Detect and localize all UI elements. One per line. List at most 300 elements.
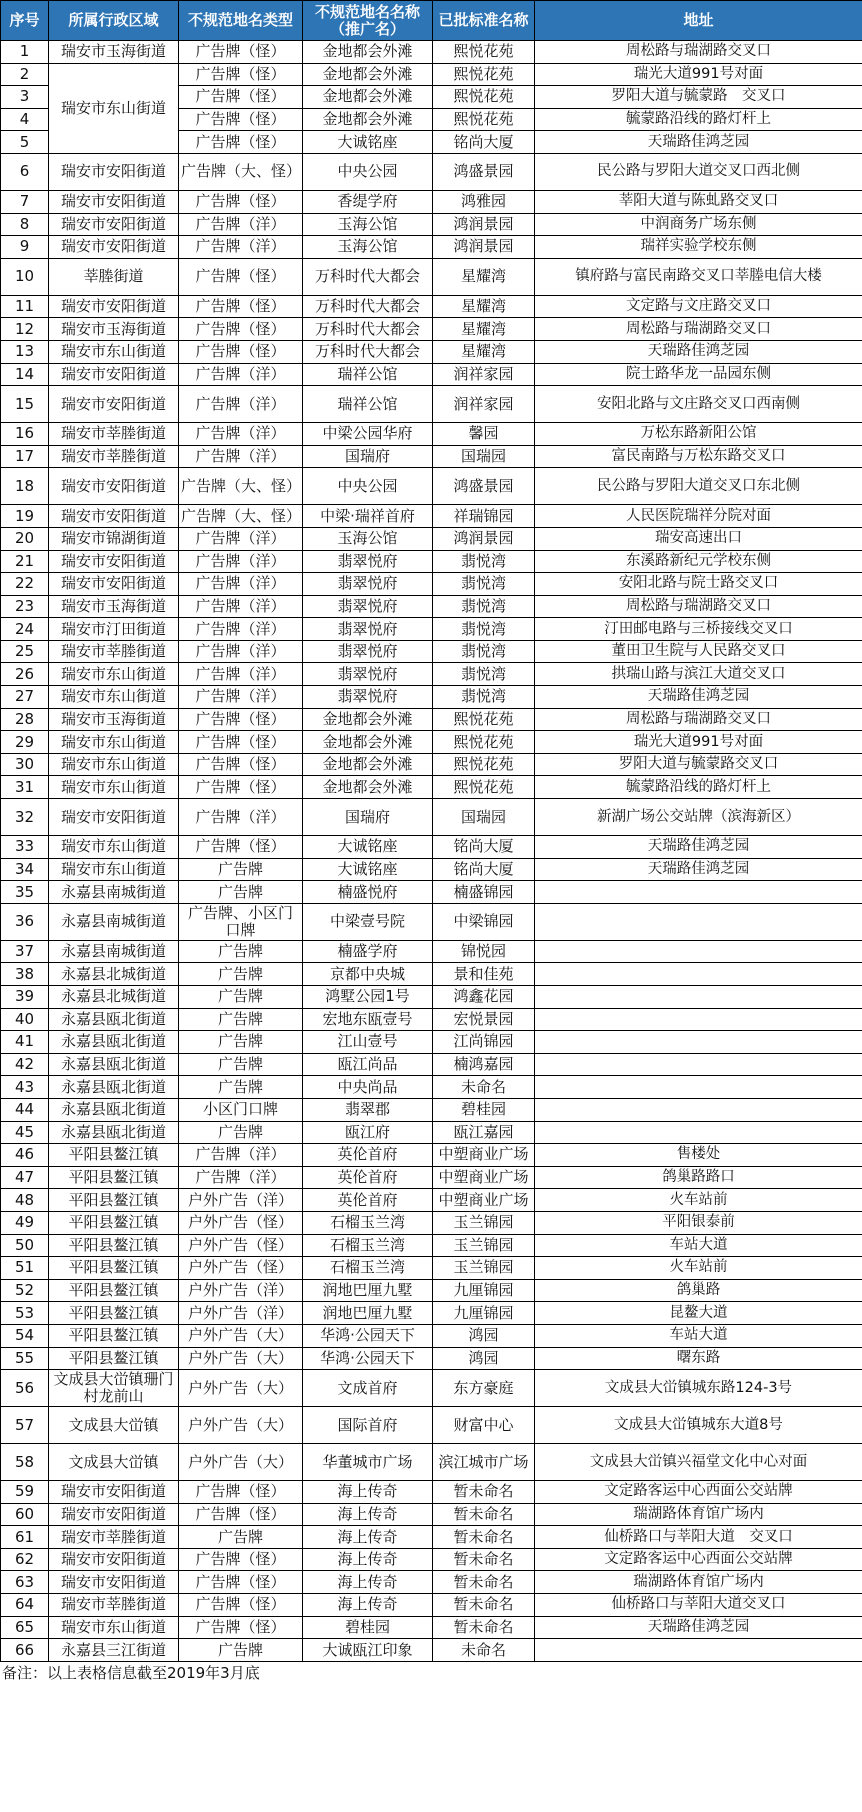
cell-address: 瑞光大道991号对面	[535, 731, 862, 754]
cell-region: 平阳县鳌江镇	[49, 1234, 179, 1257]
cell-type: 广告牌（怪）	[179, 1503, 303, 1526]
cell-no: 38	[1, 963, 49, 986]
table-row	[1, 903, 862, 940]
cell-address: 车站大道	[535, 1324, 862, 1347]
cell-address: 天瑞路佳鸿芝园	[535, 131, 862, 154]
cell-type: 小区门口牌	[179, 1098, 303, 1121]
cell-region: 瑞安市安阳街道	[49, 573, 179, 596]
cell-standard-name: 财富中心	[433, 1407, 535, 1444]
cell-name: 玉海公馆	[303, 213, 433, 236]
cell-no: 41	[1, 1031, 49, 1054]
table-row	[1, 1503, 862, 1526]
cell-region: 莘塍街道	[49, 258, 179, 295]
cell-region: 永嘉县瓯北街道	[49, 1053, 179, 1076]
table-row	[1, 236, 862, 259]
header-standard-name: 已批标准名称	[433, 1, 535, 41]
cell-standard-name: 九厘锦园	[433, 1302, 535, 1325]
header-no: 序号	[1, 1, 49, 41]
cell-name: 海上传奇	[303, 1548, 433, 1571]
cell-no: 33	[1, 836, 49, 859]
cell-address: 天瑞路佳鸿芝园	[535, 1616, 862, 1639]
cell-name: 海上传奇	[303, 1526, 433, 1549]
table-row	[1, 1324, 862, 1347]
cell-no: 37	[1, 940, 49, 963]
cell-no: 22	[1, 573, 49, 596]
table-row	[1, 1121, 862, 1144]
table-row	[1, 618, 862, 641]
cell-standard-name: 铭尚大厦	[433, 836, 535, 859]
cell-address: 人民医院瑞祥分院对面	[535, 505, 862, 528]
table-row	[1, 858, 862, 881]
cell-no: 23	[1, 595, 49, 618]
cell-no: 39	[1, 986, 49, 1009]
cell-region: 永嘉县北城街道	[49, 963, 179, 986]
cell-standard-name: 鸿园	[433, 1324, 535, 1347]
cell-no: 8	[1, 213, 49, 236]
cell-type: 户外广告（洋）	[179, 1302, 303, 1325]
table-row	[1, 1076, 862, 1099]
header-name: 不规范地名名称（推广名）	[303, 1, 433, 41]
cell-type: 广告牌（洋）	[179, 799, 303, 836]
cell-name: 华鸿·公园天下	[303, 1347, 433, 1370]
cell-standard-name: 熙悦花苑	[433, 753, 535, 776]
cell-region: 瑞安市东山街道	[49, 63, 179, 153]
cell-no: 51	[1, 1257, 49, 1280]
cell-region: 瑞安市安阳街道	[49, 386, 179, 423]
table-row	[1, 258, 862, 295]
cell-address: 新湖广场公交站牌（滨海新区）	[535, 799, 862, 836]
cell-type: 广告牌（怪）	[179, 41, 303, 64]
cell-type: 广告牌（怪）	[179, 190, 303, 213]
cell-no: 10	[1, 258, 49, 295]
cell-address: 瑞安高速出口	[535, 527, 862, 550]
cell-name: 金地都会外滩	[303, 41, 433, 64]
cell-address: 鸽巢路路口	[535, 1166, 862, 1189]
cell-no: 31	[1, 776, 49, 799]
cell-standard-name: 润祥家园	[433, 386, 535, 423]
table-row	[1, 1189, 862, 1212]
cell-address: 瑞光大道991号对面	[535, 63, 862, 86]
cell-no: 4	[1, 108, 49, 131]
cell-no: 5	[1, 131, 49, 154]
table-row	[1, 776, 862, 799]
cell-standard-name: 江尚锦园	[433, 1031, 535, 1054]
table-row	[1, 1481, 862, 1504]
cell-name: 大诚铭座	[303, 131, 433, 154]
cell-standard-name: 鸿盛景园	[433, 468, 535, 505]
cell-standard-name: 馨园	[433, 423, 535, 446]
table-row	[1, 1053, 862, 1076]
cell-region: 瑞安市锦湖街道	[49, 527, 179, 550]
cell-standard-name: 中塑商业广场	[433, 1144, 535, 1167]
cell-type: 户外广告（大）	[179, 1324, 303, 1347]
cell-type: 户外广告（怪）	[179, 1234, 303, 1257]
cell-type: 户外广告（洋）	[179, 1189, 303, 1212]
cell-type: 户外广告（大）	[179, 1444, 303, 1481]
cell-type: 广告牌（洋）	[179, 386, 303, 423]
cell-address: 安阳北路与文庄路交叉口西南侧	[535, 386, 862, 423]
cell-address: 天瑞路佳鸿芝园	[535, 836, 862, 859]
cell-no: 36	[1, 903, 49, 940]
cell-no: 2	[1, 63, 49, 86]
cell-name: 碧桂园	[303, 1616, 433, 1639]
table-row	[1, 663, 862, 686]
cell-standard-name: 中塑商业广场	[433, 1189, 535, 1212]
cell-address: 安阳北路与院士路交叉口	[535, 573, 862, 596]
cell-no: 66	[1, 1639, 49, 1662]
cell-type: 广告牌（洋）	[179, 1166, 303, 1189]
cell-standard-name: 翡悦湾	[433, 686, 535, 709]
cell-name: 京都中央城	[303, 963, 433, 986]
cell-name: 文成首府	[303, 1370, 433, 1407]
table-row	[1, 386, 862, 423]
cell-standard-name: 暂未命名	[433, 1503, 535, 1526]
cell-name: 金地都会外滩	[303, 63, 433, 86]
cell-type: 广告牌（怪）	[179, 1594, 303, 1617]
cell-no: 18	[1, 468, 49, 505]
table-row	[1, 423, 862, 446]
cell-name: 华鸿·公园天下	[303, 1324, 433, 1347]
table-row	[1, 799, 862, 836]
cell-standard-name: 熙悦花苑	[433, 63, 535, 86]
cell-name: 中央公园	[303, 468, 433, 505]
cell-standard-name: 国瑞园	[433, 799, 535, 836]
table-row	[1, 1639, 862, 1662]
cell-standard-name: 暂未命名	[433, 1594, 535, 1617]
cell-address: 文成县大峃镇城东大道8号	[535, 1407, 862, 1444]
cell-region: 永嘉县瓯北街道	[49, 1076, 179, 1099]
table-row	[1, 505, 862, 528]
table-row	[1, 1571, 862, 1594]
cell-region: 瑞安市东山街道	[49, 836, 179, 859]
cell-standard-name: 星耀湾	[433, 340, 535, 363]
cell-no: 57	[1, 1407, 49, 1444]
cell-no: 11	[1, 295, 49, 318]
cell-name: 翡翠悦府	[303, 550, 433, 573]
cell-region: 平阳县鳌江镇	[49, 1302, 179, 1325]
table-row	[1, 63, 862, 86]
cell-name: 石榴玉兰湾	[303, 1211, 433, 1234]
cell-region: 瑞安市安阳街道	[49, 550, 179, 573]
cell-address: 文成县大峃镇兴福堂文化中心对面	[535, 1444, 862, 1481]
cell-type: 广告牌（洋）	[179, 213, 303, 236]
cell-address: 文定路客运中心西面公交站牌	[535, 1548, 862, 1571]
cell-name: 瑞祥公馆	[303, 363, 433, 386]
cell-region: 永嘉县三江街道	[49, 1639, 179, 1662]
cell-name: 香缇学府	[303, 190, 433, 213]
cell-standard-name: 鸿润景园	[433, 213, 535, 236]
cell-standard-name: 楠鸿嘉园	[433, 1053, 535, 1076]
table-row	[1, 1347, 862, 1370]
cell-region: 瑞安市东山街道	[49, 776, 179, 799]
table-row	[1, 1548, 862, 1571]
cell-name: 玉海公馆	[303, 236, 433, 259]
cell-region: 瑞安市玉海街道	[49, 41, 179, 64]
cell-type: 户外广告（洋）	[179, 1279, 303, 1302]
cell-standard-name: 玉兰锦园	[433, 1211, 535, 1234]
cell-standard-name: 瓯江嘉园	[433, 1121, 535, 1144]
cell-standard-name: 暂未命名	[433, 1526, 535, 1549]
cell-type: 广告牌	[179, 1008, 303, 1031]
cell-no: 25	[1, 640, 49, 663]
cell-no: 21	[1, 550, 49, 573]
cell-type: 广告牌（洋）	[179, 423, 303, 446]
cell-name: 瓯江尚品	[303, 1053, 433, 1076]
cell-no: 61	[1, 1526, 49, 1549]
cell-no: 20	[1, 527, 49, 550]
table-row	[1, 1166, 862, 1189]
table-row	[1, 940, 862, 963]
cell-standard-name: 熙悦花苑	[433, 41, 535, 64]
table-row	[1, 1407, 862, 1444]
cell-type: 广告牌	[179, 881, 303, 904]
table-row	[1, 708, 862, 731]
cell-no: 13	[1, 340, 49, 363]
cell-region: 瑞安市东山街道	[49, 731, 179, 754]
cell-name: 国瑞府	[303, 445, 433, 468]
cell-standard-name: 暂未命名	[433, 1481, 535, 1504]
cell-standard-name: 宏悦景园	[433, 1008, 535, 1031]
cell-no: 50	[1, 1234, 49, 1257]
cell-standard-name: 中塑商业广场	[433, 1166, 535, 1189]
cell-type: 广告牌（大、怪）	[179, 468, 303, 505]
table-row	[1, 1144, 862, 1167]
cell-no: 48	[1, 1189, 49, 1212]
table-row	[1, 963, 862, 986]
table-row	[1, 686, 862, 709]
cell-region: 瑞安市安阳街道	[49, 799, 179, 836]
cell-region: 瑞安市莘塍街道	[49, 423, 179, 446]
cell-no: 24	[1, 618, 49, 641]
cell-standard-name: 鸿雅园	[433, 190, 535, 213]
cell-address: 火车站前	[535, 1189, 862, 1212]
cell-address	[535, 1121, 862, 1144]
cell-address: 汀田邮电路与三桥接线交叉口	[535, 618, 862, 641]
table-row	[1, 573, 862, 596]
cell-address: 院士路华龙一品园东侧	[535, 363, 862, 386]
cell-type: 广告牌	[179, 1526, 303, 1549]
cell-type: 广告牌	[179, 1639, 303, 1662]
cell-standard-name: 鸿鑫花园	[433, 986, 535, 1009]
cell-name: 润地巴厘九墅	[303, 1279, 433, 1302]
cell-type: 广告牌（洋）	[179, 550, 303, 573]
cell-type: 广告牌（洋）	[179, 663, 303, 686]
cell-type: 广告牌（怪）	[179, 1571, 303, 1594]
cell-region: 瑞安市安阳街道	[49, 468, 179, 505]
cell-type: 广告牌、小区门口牌	[179, 903, 303, 940]
cell-address: 周松路与瑞湖路交叉口	[535, 708, 862, 731]
cell-type: 广告牌（怪）	[179, 86, 303, 109]
cell-standard-name: 翡悦湾	[433, 573, 535, 596]
cell-type: 广告牌（怪）	[179, 108, 303, 131]
cell-type: 户外广告（怪）	[179, 1257, 303, 1280]
cell-address: 瑞湖路体育馆广场内	[535, 1503, 862, 1526]
table-row	[1, 986, 862, 1009]
table-row	[1, 836, 862, 859]
cell-name: 宏地东瓯壹号	[303, 1008, 433, 1031]
cell-region: 瑞安市莘塍街道	[49, 445, 179, 468]
cell-name: 翡翠悦府	[303, 663, 433, 686]
cell-address: 董田卫生院与人民路交叉口	[535, 640, 862, 663]
cell-no: 16	[1, 423, 49, 446]
cell-name: 翡翠郡	[303, 1098, 433, 1121]
cell-type: 广告牌	[179, 858, 303, 881]
cell-type: 广告牌	[179, 1053, 303, 1076]
cell-name: 楠盛学府	[303, 940, 433, 963]
cell-standard-name: 祥瑞锦园	[433, 505, 535, 528]
cell-type: 广告牌（怪）	[179, 1616, 303, 1639]
table-row	[1, 1098, 862, 1121]
cell-region: 瑞安市玉海街道	[49, 318, 179, 341]
table-row	[1, 595, 862, 618]
cell-type: 户外广告（怪）	[179, 1211, 303, 1234]
table-row	[1, 213, 862, 236]
cell-region: 瑞安市安阳街道	[49, 505, 179, 528]
cell-region: 平阳县鳌江镇	[49, 1189, 179, 1212]
cell-address	[535, 963, 862, 986]
cell-standard-name: 铭尚大厦	[433, 131, 535, 154]
cell-region: 瑞安市东山街道	[49, 686, 179, 709]
cell-address: 周松路与瑞湖路交叉口	[535, 595, 862, 618]
cell-standard-name: 中梁锦园	[433, 903, 535, 940]
cell-address: 镇府路与富民南路交叉口莘塍电信大楼	[535, 258, 862, 295]
cell-no: 15	[1, 386, 49, 423]
cell-type: 广告牌	[179, 1031, 303, 1054]
cell-name: 翡翠悦府	[303, 595, 433, 618]
cell-type: 广告牌（怪）	[179, 836, 303, 859]
cell-no: 62	[1, 1548, 49, 1571]
cell-region: 瑞安市汀田街道	[49, 618, 179, 641]
cell-no: 46	[1, 1144, 49, 1167]
cell-type: 广告牌（洋）	[179, 445, 303, 468]
cell-standard-name: 星耀湾	[433, 295, 535, 318]
cell-no: 52	[1, 1279, 49, 1302]
cell-region: 瑞安市安阳街道	[49, 190, 179, 213]
table-row	[1, 1279, 862, 1302]
cell-region: 平阳县鳌江镇	[49, 1144, 179, 1167]
cell-name: 翡翠悦府	[303, 618, 433, 641]
cell-address: 文定路与文庄路交叉口	[535, 295, 862, 318]
cell-address	[535, 881, 862, 904]
cell-name: 中央公园	[303, 153, 433, 190]
cell-no: 42	[1, 1053, 49, 1076]
cell-region: 永嘉县瓯北街道	[49, 1031, 179, 1054]
cell-no: 3	[1, 86, 49, 109]
cell-standard-name: 翡悦湾	[433, 640, 535, 663]
cell-standard-name: 暂未命名	[433, 1616, 535, 1639]
cell-name: 金地都会外滩	[303, 108, 433, 131]
cell-type: 广告牌（洋）	[179, 1144, 303, 1167]
cell-address: 毓蒙路沿线的路灯杆上	[535, 776, 862, 799]
cell-type: 广告牌（洋）	[179, 236, 303, 259]
cell-name: 大诚铭座	[303, 836, 433, 859]
cell-region: 永嘉县南城街道	[49, 881, 179, 904]
table-row	[1, 1594, 862, 1617]
cell-address: 天瑞路佳鸿芝园	[535, 686, 862, 709]
cell-no: 43	[1, 1076, 49, 1099]
cell-standard-name: 星耀湾	[433, 258, 535, 295]
cell-name: 华董城市广场	[303, 1444, 433, 1481]
cell-address: 天瑞路佳鸿芝园	[535, 858, 862, 881]
cell-no: 30	[1, 753, 49, 776]
table-row	[1, 318, 862, 341]
cell-standard-name: 未命名	[433, 1639, 535, 1662]
cell-no: 63	[1, 1571, 49, 1594]
cell-no: 59	[1, 1481, 49, 1504]
cell-address: 罗阳大道与毓蒙路 交叉口	[535, 86, 862, 109]
cell-standard-name: 未命名	[433, 1076, 535, 1099]
cell-no: 60	[1, 1503, 49, 1526]
cell-type: 广告牌（大、怪）	[179, 505, 303, 528]
table-row	[1, 527, 862, 550]
footnote: 备注：以上表格信息截至2019年3月底	[2, 1663, 260, 1682]
cell-standard-name: 翡悦湾	[433, 663, 535, 686]
table-row	[1, 1302, 862, 1325]
cell-name: 海上传奇	[303, 1571, 433, 1594]
cell-no: 7	[1, 190, 49, 213]
cell-address	[535, 1008, 862, 1031]
cell-name: 海上传奇	[303, 1503, 433, 1526]
cell-region: 瑞安市莘塍街道	[49, 1594, 179, 1617]
cell-name: 大诚铭座	[303, 858, 433, 881]
cell-standard-name: 锦悦园	[433, 940, 535, 963]
cell-no: 1	[1, 41, 49, 64]
cell-region: 永嘉县瓯北街道	[49, 1008, 179, 1031]
cell-name: 中梁·瑞祥首府	[303, 505, 433, 528]
cell-type: 广告牌（怪）	[179, 753, 303, 776]
cell-region: 永嘉县瓯北街道	[49, 1121, 179, 1144]
cell-address	[535, 1639, 862, 1662]
cell-type: 广告牌（洋）	[179, 640, 303, 663]
cell-address: 罗阳大道与毓蒙路交叉口	[535, 753, 862, 776]
table-header-row	[1, 1, 862, 41]
cell-name: 石榴玉兰湾	[303, 1234, 433, 1257]
cell-standard-name: 熙悦花苑	[433, 776, 535, 799]
cell-region: 永嘉县南城街道	[49, 940, 179, 963]
cell-address	[535, 1031, 862, 1054]
cell-no: 34	[1, 858, 49, 881]
cell-address: 文成县大峃镇城东路124-3号	[535, 1370, 862, 1407]
cell-address: 鸽巢路	[535, 1279, 862, 1302]
cell-standard-name: 鸿润景园	[433, 236, 535, 259]
cell-name: 国际首府	[303, 1407, 433, 1444]
table-body	[1, 41, 862, 1662]
cell-no: 47	[1, 1166, 49, 1189]
cell-standard-name: 东方豪庭	[433, 1370, 535, 1407]
cell-standard-name: 鸿润景园	[433, 527, 535, 550]
cell-address: 仙桥路口与莘阳大道交叉口	[535, 1594, 862, 1617]
cell-standard-name: 铭尚大厦	[433, 858, 535, 881]
table-row	[1, 363, 862, 386]
cell-no: 6	[1, 153, 49, 190]
cell-name: 江山壹号	[303, 1031, 433, 1054]
cell-no: 26	[1, 663, 49, 686]
cell-type: 广告牌（怪）	[179, 131, 303, 154]
cell-standard-name: 九厘锦园	[433, 1279, 535, 1302]
cell-type: 广告牌（怪）	[179, 295, 303, 318]
cell-name: 瓯江府	[303, 1121, 433, 1144]
cell-standard-name: 熙悦花苑	[433, 708, 535, 731]
cell-region: 文成县大峃镇	[49, 1407, 179, 1444]
cell-address	[535, 940, 862, 963]
cell-address: 民公路与罗阳大道交叉口西北侧	[535, 153, 862, 190]
cell-address	[535, 1076, 862, 1099]
cell-region: 瑞安市东山街道	[49, 340, 179, 363]
cell-address	[535, 1098, 862, 1121]
cell-name: 海上传奇	[303, 1481, 433, 1504]
table-row	[1, 1444, 862, 1481]
cell-no: 44	[1, 1098, 49, 1121]
